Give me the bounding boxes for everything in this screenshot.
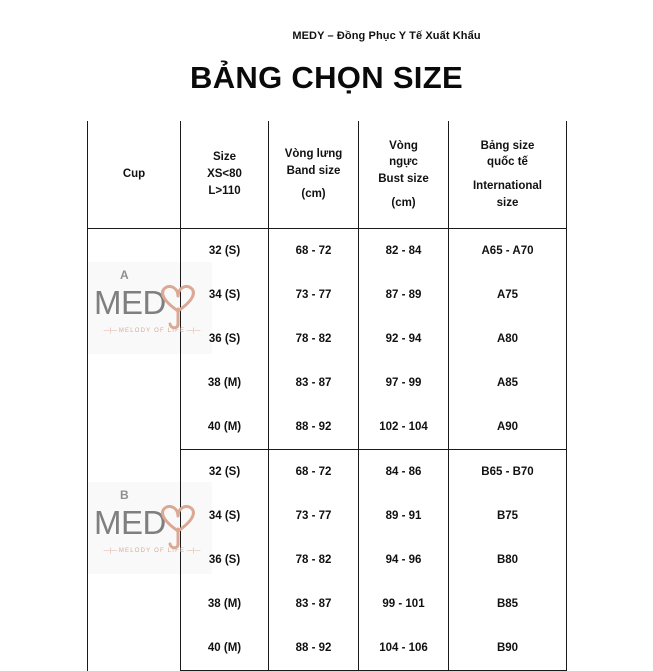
cell-international-size: B90 <box>449 626 567 671</box>
cell-band-size: 88 - 92 <box>269 405 359 450</box>
column-header-bust-line1: Vòng <box>389 139 418 152</box>
cell-band-size: 78 - 82 <box>269 538 359 582</box>
tagline-dash-left: —|— <box>103 548 119 554</box>
cell-size: 32 (S) <box>181 450 269 495</box>
cup-group-cell <box>88 229 181 450</box>
cell-band-size: 83 - 87 <box>269 361 359 405</box>
cell-bust-size: 104 - 106 <box>359 626 449 671</box>
table-header <box>88 121 567 229</box>
column-header-cup-label: Cup <box>122 168 146 181</box>
column-header-cup <box>88 121 181 229</box>
column-header-size-line2: XS<80 <box>207 168 242 181</box>
cell-bust-size: 102 - 104 <box>359 405 449 450</box>
column-header-bust-line3: Bust size <box>378 173 429 185</box>
cell-size: 34 (S) <box>181 494 269 538</box>
cell-band-size: 73 - 77 <box>269 273 359 317</box>
cell-bust-size: 87 - 89 <box>359 273 449 317</box>
tagline-dash-right: —|— <box>185 328 201 334</box>
cell-international-size: A80 <box>449 317 567 361</box>
tagline-text-b: MELODY OF LIFE <box>118 548 186 554</box>
spacer <box>359 188 448 195</box>
cell-bust-size: 82 - 84 <box>359 229 449 274</box>
cell-band-size: 83 - 87 <box>269 582 359 626</box>
cell-international-size: A65 - A70 <box>449 229 567 274</box>
table-body <box>88 229 567 671</box>
brand-header-text: MEDY – Đồng Phục Y Tế Xuất Khẩu <box>292 30 481 42</box>
cell-international-size: B75 <box>449 494 567 538</box>
column-header-size-line1: Size <box>212 151 236 164</box>
cup-group-cell <box>88 450 181 671</box>
size-table-container <box>87 121 566 671</box>
cell-international-size: A75 <box>449 273 567 317</box>
cell-band-size: 68 - 72 <box>269 229 359 274</box>
header-row <box>88 121 567 229</box>
cell-international-size: B65 - B70 <box>449 450 567 495</box>
cup-group-label-a: A <box>120 268 130 282</box>
column-header-band-line2: Band size <box>286 164 341 177</box>
cell-size: 36 (S) <box>181 317 269 361</box>
cell-international-size: A85 <box>449 361 567 405</box>
column-header-intl-line3: International <box>472 180 542 192</box>
size-table <box>87 121 567 671</box>
column-header-band-line1: Vòng lưng <box>284 147 343 160</box>
cell-bust-size: 94 - 96 <box>359 538 449 582</box>
column-header-band-unit: (cm) <box>301 188 326 201</box>
column-header-intl-line2: quốc tế <box>487 156 528 169</box>
cell-international-size: B85 <box>449 582 567 626</box>
column-header-size-line3: L>110 <box>208 184 241 197</box>
column-header-band-size <box>269 121 359 229</box>
page-title: BẢNG CHỌN SIZE <box>190 60 463 95</box>
cell-size: 36 (S) <box>181 538 269 582</box>
cell-international-size: B80 <box>449 538 567 582</box>
tagline-text-a: MELODY OF LIFE <box>118 328 186 334</box>
column-header-international-size <box>449 121 567 229</box>
column-header-bust-unit: (cm) <box>391 196 416 209</box>
cell-bust-size: 89 - 91 <box>359 494 449 538</box>
cell-band-size: 73 - 77 <box>269 494 359 538</box>
tagline-dash-left: —|— <box>103 328 119 334</box>
column-header-size <box>181 121 269 229</box>
medy-wordmark-a: MED <box>94 284 166 321</box>
cell-size: 40 (M) <box>181 405 269 450</box>
cell-bust-size: 99 - 101 <box>359 582 449 626</box>
spacer <box>449 171 566 178</box>
cell-band-size: 78 - 82 <box>269 317 359 361</box>
cell-bust-size: 92 - 94 <box>359 317 449 361</box>
cell-size: 34 (S) <box>181 273 269 317</box>
cell-band-size: 68 - 72 <box>269 450 359 495</box>
cup-group-label-b: B <box>120 488 130 502</box>
cell-size: 38 (M) <box>181 361 269 405</box>
cell-size: 40 (M) <box>181 626 269 671</box>
column-header-bust-line2: ngực <box>389 156 418 169</box>
cell-size: 38 (M) <box>181 582 269 626</box>
column-header-intl-line4: size <box>496 196 519 209</box>
medy-wordmark-b: MED <box>94 504 166 541</box>
table-row <box>88 450 567 495</box>
cell-size: 32 (S) <box>181 229 269 274</box>
cell-bust-size: 84 - 86 <box>359 450 449 495</box>
spacer <box>269 179 358 186</box>
cell-international-size: A90 <box>449 405 567 450</box>
column-header-intl-line1: Bảng size <box>480 139 535 152</box>
cell-band-size: 88 - 92 <box>269 626 359 671</box>
tagline-dash-right: —|— <box>185 548 201 554</box>
cell-bust-size: 97 - 99 <box>359 361 449 405</box>
table-row <box>88 229 567 274</box>
column-header-bust-size <box>359 121 449 229</box>
